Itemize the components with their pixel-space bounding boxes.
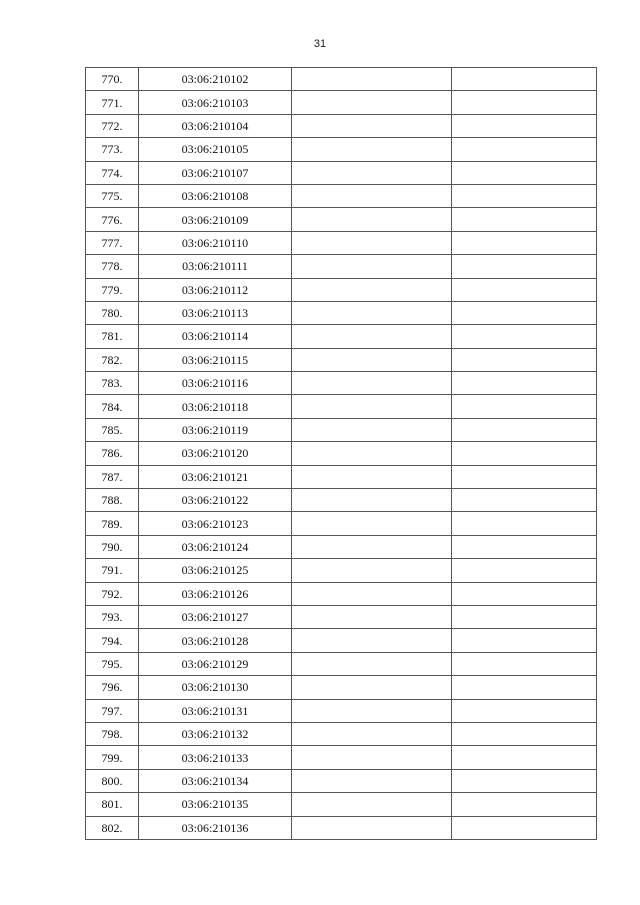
empty-cell-col3 bbox=[292, 442, 452, 465]
cadastral-code-cell: 03:06:210125 bbox=[139, 559, 292, 582]
empty-cell-col4 bbox=[452, 161, 597, 184]
row-number-cell: 789. bbox=[86, 512, 139, 535]
cadastral-code-cell: 03:06:210118 bbox=[139, 395, 292, 418]
empty-cell-col4 bbox=[452, 255, 597, 278]
table-row bbox=[86, 231, 597, 254]
cadastral-register-table bbox=[85, 67, 597, 840]
row-number-cell: 795. bbox=[86, 652, 139, 675]
empty-cell-col3 bbox=[292, 161, 452, 184]
empty-cell-col4 bbox=[452, 372, 597, 395]
empty-cell-col4 bbox=[452, 535, 597, 558]
empty-cell-col4 bbox=[452, 442, 597, 465]
table-row bbox=[86, 278, 597, 301]
row-number-cell: 790. bbox=[86, 535, 139, 558]
empty-cell-col4 bbox=[452, 676, 597, 699]
row-number-cell: 786. bbox=[86, 442, 139, 465]
table-row bbox=[86, 816, 597, 839]
row-number-cell: 770. bbox=[86, 68, 139, 91]
table-row bbox=[86, 629, 597, 652]
table-row bbox=[86, 138, 597, 161]
empty-cell-col4 bbox=[452, 465, 597, 488]
empty-cell-col3 bbox=[292, 114, 452, 137]
empty-cell-col3 bbox=[292, 231, 452, 254]
table-row bbox=[86, 395, 597, 418]
empty-cell-col3 bbox=[292, 816, 452, 839]
cadastral-code-cell: 03:06:210129 bbox=[139, 652, 292, 675]
empty-cell-col3 bbox=[292, 91, 452, 114]
empty-cell-col3 bbox=[292, 325, 452, 348]
table-row bbox=[86, 559, 597, 582]
row-number-cell: 777. bbox=[86, 231, 139, 254]
empty-cell-col4 bbox=[452, 184, 597, 207]
cadastral-code-cell: 03:06:210112 bbox=[139, 278, 292, 301]
empty-cell-col4 bbox=[452, 769, 597, 792]
empty-cell-col3 bbox=[292, 559, 452, 582]
empty-cell-col3 bbox=[292, 465, 452, 488]
empty-cell-col3 bbox=[292, 489, 452, 512]
row-number-cell: 797. bbox=[86, 699, 139, 722]
table-row bbox=[86, 418, 597, 441]
row-number-cell: 788. bbox=[86, 489, 139, 512]
table-row bbox=[86, 722, 597, 745]
row-number-cell: 799. bbox=[86, 746, 139, 769]
empty-cell-col4 bbox=[452, 722, 597, 745]
table-row bbox=[86, 68, 597, 91]
table-row bbox=[86, 348, 597, 371]
row-number-cell: 793. bbox=[86, 605, 139, 628]
cadastral-code-cell: 03:06:210132 bbox=[139, 722, 292, 745]
cadastral-code-cell: 03:06:210116 bbox=[139, 372, 292, 395]
empty-cell-col3 bbox=[292, 676, 452, 699]
empty-cell-col4 bbox=[452, 746, 597, 769]
row-number-cell: 780. bbox=[86, 301, 139, 324]
table-row bbox=[86, 442, 597, 465]
cadastral-code-cell: 03:06:210105 bbox=[139, 138, 292, 161]
empty-cell-col4 bbox=[452, 816, 597, 839]
empty-cell-col3 bbox=[292, 582, 452, 605]
empty-cell-col3 bbox=[292, 278, 452, 301]
empty-cell-col3 bbox=[292, 605, 452, 628]
cadastral-code-cell: 03:06:210130 bbox=[139, 676, 292, 699]
empty-cell-col3 bbox=[292, 208, 452, 231]
empty-cell-col4 bbox=[452, 512, 597, 535]
row-number-cell: 801. bbox=[86, 793, 139, 816]
cadastral-code-cell: 03:06:210121 bbox=[139, 465, 292, 488]
row-number-cell: 798. bbox=[86, 722, 139, 745]
table-row bbox=[86, 114, 597, 137]
page-number: 31 bbox=[313, 38, 327, 50]
cadastral-code-cell: 03:06:210133 bbox=[139, 746, 292, 769]
row-number-cell: 778. bbox=[86, 255, 139, 278]
empty-cell-col3 bbox=[292, 699, 452, 722]
cadastral-code-cell: 03:06:210136 bbox=[139, 816, 292, 839]
row-number-cell: 794. bbox=[86, 629, 139, 652]
empty-cell-col3 bbox=[292, 68, 452, 91]
row-number-cell: 773. bbox=[86, 138, 139, 161]
row-number-cell: 791. bbox=[86, 559, 139, 582]
cadastral-code-cell: 03:06:210110 bbox=[139, 231, 292, 254]
cadastral-code-cell: 03:06:210108 bbox=[139, 184, 292, 207]
empty-cell-col3 bbox=[292, 512, 452, 535]
empty-cell-col3 bbox=[292, 255, 452, 278]
empty-cell-col4 bbox=[452, 395, 597, 418]
empty-cell-col4 bbox=[452, 489, 597, 512]
table-row bbox=[86, 465, 597, 488]
table-row bbox=[86, 512, 597, 535]
cadastral-code-cell: 03:06:210126 bbox=[139, 582, 292, 605]
cadastral-code-cell: 03:06:210131 bbox=[139, 699, 292, 722]
table-row bbox=[86, 535, 597, 558]
table-row bbox=[86, 793, 597, 816]
table-row bbox=[86, 605, 597, 628]
table-row bbox=[86, 184, 597, 207]
row-number-cell: 779. bbox=[86, 278, 139, 301]
empty-cell-col4 bbox=[452, 652, 597, 675]
row-number-cell: 785. bbox=[86, 418, 139, 441]
table-row bbox=[86, 161, 597, 184]
empty-cell-col3 bbox=[292, 535, 452, 558]
row-number-cell: 772. bbox=[86, 114, 139, 137]
cadastral-code-cell: 03:06:210115 bbox=[139, 348, 292, 371]
empty-cell-col3 bbox=[292, 138, 452, 161]
table-row bbox=[86, 652, 597, 675]
cadastral-code-cell: 03:06:210122 bbox=[139, 489, 292, 512]
register-table-body bbox=[86, 68, 597, 840]
cadastral-code-cell: 03:06:210109 bbox=[139, 208, 292, 231]
table-row bbox=[86, 301, 597, 324]
empty-cell-col3 bbox=[292, 184, 452, 207]
cadastral-code-cell: 03:06:210123 bbox=[139, 512, 292, 535]
empty-cell-col3 bbox=[292, 301, 452, 324]
row-number-cell: 771. bbox=[86, 91, 139, 114]
empty-cell-col4 bbox=[452, 301, 597, 324]
table-row bbox=[86, 676, 597, 699]
cadastral-code-cell: 03:06:210114 bbox=[139, 325, 292, 348]
empty-cell-col4 bbox=[452, 278, 597, 301]
table-row bbox=[86, 746, 597, 769]
row-number-cell: 784. bbox=[86, 395, 139, 418]
empty-cell-col4 bbox=[452, 348, 597, 371]
cadastral-code-cell: 03:06:210102 bbox=[139, 68, 292, 91]
empty-cell-col3 bbox=[292, 348, 452, 371]
table-row bbox=[86, 699, 597, 722]
table-row bbox=[86, 91, 597, 114]
cadastral-code-cell: 03:06:210135 bbox=[139, 793, 292, 816]
row-number-cell: 802. bbox=[86, 816, 139, 839]
cadastral-code-cell: 03:06:210104 bbox=[139, 114, 292, 137]
cadastral-code-cell: 03:06:210119 bbox=[139, 418, 292, 441]
row-number-cell: 783. bbox=[86, 372, 139, 395]
row-number-cell: 796. bbox=[86, 676, 139, 699]
empty-cell-col4 bbox=[452, 605, 597, 628]
empty-cell-col4 bbox=[452, 629, 597, 652]
empty-cell-col4 bbox=[452, 793, 597, 816]
empty-cell-col4 bbox=[452, 418, 597, 441]
empty-cell-col3 bbox=[292, 372, 452, 395]
empty-cell-col3 bbox=[292, 769, 452, 792]
empty-cell-col4 bbox=[452, 699, 597, 722]
empty-cell-col4 bbox=[452, 325, 597, 348]
empty-cell-col3 bbox=[292, 652, 452, 675]
cadastral-code-cell: 03:06:210120 bbox=[139, 442, 292, 465]
cadastral-code-cell: 03:06:210107 bbox=[139, 161, 292, 184]
empty-cell-col3 bbox=[292, 746, 452, 769]
empty-cell-col3 bbox=[292, 629, 452, 652]
cadastral-code-cell: 03:06:210128 bbox=[139, 629, 292, 652]
empty-cell-col4 bbox=[452, 114, 597, 137]
row-number-cell: 775. bbox=[86, 184, 139, 207]
row-number-cell: 776. bbox=[86, 208, 139, 231]
empty-cell-col4 bbox=[452, 68, 597, 91]
row-number-cell: 774. bbox=[86, 161, 139, 184]
table-row bbox=[86, 208, 597, 231]
table-row bbox=[86, 255, 597, 278]
cadastral-code-cell: 03:06:210103 bbox=[139, 91, 292, 114]
row-number-cell: 792. bbox=[86, 582, 139, 605]
row-number-cell: 787. bbox=[86, 465, 139, 488]
empty-cell-col3 bbox=[292, 418, 452, 441]
table-row bbox=[86, 325, 597, 348]
cadastral-code-cell: 03:06:210134 bbox=[139, 769, 292, 792]
empty-cell-col4 bbox=[452, 231, 597, 254]
row-number-cell: 800. bbox=[86, 769, 139, 792]
empty-cell-col4 bbox=[452, 138, 597, 161]
empty-cell-col4 bbox=[452, 559, 597, 582]
cadastral-code-cell: 03:06:210111 bbox=[139, 255, 292, 278]
cadastral-code-cell: 03:06:210113 bbox=[139, 301, 292, 324]
empty-cell-col3 bbox=[292, 793, 452, 816]
table-row bbox=[86, 769, 597, 792]
table-row bbox=[86, 372, 597, 395]
table-row bbox=[86, 582, 597, 605]
row-number-cell: 781. bbox=[86, 325, 139, 348]
table-row bbox=[86, 489, 597, 512]
cadastral-code-cell: 03:06:210124 bbox=[139, 535, 292, 558]
row-number-cell: 782. bbox=[86, 348, 139, 371]
empty-cell-col4 bbox=[452, 91, 597, 114]
empty-cell-col4 bbox=[452, 582, 597, 605]
cadastral-code-cell: 03:06:210127 bbox=[139, 605, 292, 628]
empty-cell-col3 bbox=[292, 395, 452, 418]
empty-cell-col4 bbox=[452, 208, 597, 231]
empty-cell-col3 bbox=[292, 722, 452, 745]
